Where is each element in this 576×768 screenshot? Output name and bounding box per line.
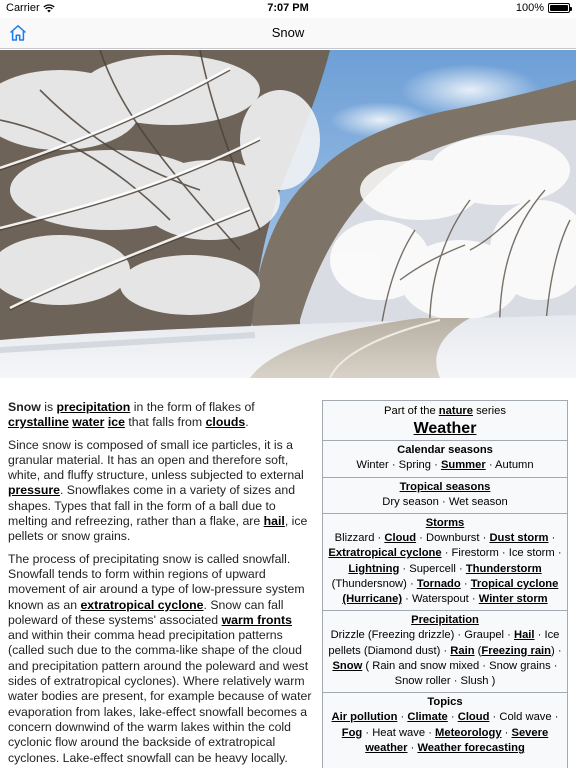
link-precipitation[interactable]: precipitation	[56, 400, 131, 414]
status-time: 7:07 PM	[267, 2, 309, 14]
carrier-label: Carrier	[6, 2, 40, 14]
bold-term: Snow	[8, 400, 41, 414]
text-run: ·	[407, 741, 418, 754]
link-meteorology[interactable]: Meteorology	[435, 726, 502, 739]
text-run: (	[474, 644, 482, 657]
infobox-section-items	[326, 495, 564, 510]
text-run: Dry season · Wet season	[382, 495, 508, 508]
infobox-header	[323, 401, 567, 440]
navigation-bar	[0, 18, 576, 49]
text-run: ·	[460, 577, 471, 590]
infobox-section-items	[326, 458, 564, 473]
text-run: ·	[501, 726, 512, 739]
infobox-section-title: Topics	[427, 696, 463, 709]
infobox-section-items	[326, 628, 564, 689]
text-run: ·	[447, 711, 458, 724]
text-run: ·	[548, 532, 556, 545]
text-run: · Downburst ·	[416, 532, 490, 545]
text-run: · Autumn	[485, 459, 534, 472]
infobox-section-title[interactable]: Storms	[425, 517, 465, 530]
link-dust-storm[interactable]: Dust storm	[489, 532, 549, 545]
infobox-series-line	[325, 404, 565, 419]
text-run: that falls from	[124, 415, 206, 430]
text-run: · Supercell ·	[399, 562, 466, 575]
text-run: and within their comma head precipitation patterns (called such due to the comma-like shape of the cloud and precipitation pattern around the poleward and west sides of extratropical cyclones). Where relatively warm water bodies are present, for example because of water evaporation from lakes, lake-effect snowfall becomes a concern downwind of the warm lakes within the cold cyclonic flow around the backside of extratropical cyclones. Lake-effect snowfall can be heavy locally.	[8, 628, 312, 765]
text-run: Since snow is composed of small ice particles, it is a granular material. It has an open and therefore soft, white, and fluffy structure, unless subjected to external	[8, 437, 304, 483]
link-winter-storm[interactable]: Winter storm	[478, 593, 548, 606]
link-weather-forecasting[interactable]: Weather forecasting	[417, 741, 525, 754]
link-extratropical-cyclone[interactable]: Extratropical cyclone	[328, 547, 442, 560]
text-run: · Firestorm · Ice storm ·	[441, 547, 562, 560]
infobox-section-title: Calendar seasons	[397, 444, 493, 457]
text-run: in the form of flakes of	[130, 400, 255, 414]
link-water[interactable]: water	[72, 415, 105, 430]
link-tropical-cyclone-hurricane[interactable]: Tropical cyclone (Hurricane)	[342, 577, 559, 606]
infobox-section-tropical-seasons	[323, 477, 567, 513]
infobox-section-storms	[323, 513, 567, 610]
link-climate[interactable]: Climate	[407, 711, 448, 724]
infobox-sections	[323, 440, 567, 759]
infobox-section-items	[326, 531, 564, 607]
battery-percent: 100%	[515, 2, 544, 14]
battery-icon	[548, 3, 570, 13]
link-warm-fronts[interactable]: warm fronts	[221, 612, 292, 627]
series-suffix: series	[472, 405, 506, 417]
link-cloud[interactable]: Cloud	[457, 711, 490, 724]
link-snow[interactable]: Snow	[332, 659, 363, 672]
link-tornado[interactable]: Tornado	[416, 577, 461, 590]
text-run: · Ice pellets (Diamond dust) ·	[328, 629, 560, 657]
page-title: Snow	[271, 25, 305, 40]
text-run: · Cold wave ·	[489, 711, 559, 724]
link-rain[interactable]: Rain	[450, 644, 475, 657]
text-run: ( Rain and snow mixed · Snow grains · Snow roller · Slush )	[362, 659, 558, 688]
infobox-section-calendar-seasons	[323, 440, 567, 476]
link-cloud[interactable]: Cloud	[384, 532, 417, 545]
text-run: Winter · Spring ·	[356, 459, 441, 472]
hero-image	[0, 50, 576, 378]
text-run: . Snowflakes come in a variety of sizes and shapes. Types that fall in the form of a ball due to melting and refreezing, rather than a flake, are	[8, 483, 296, 529]
link-lightning[interactable]: Lightning	[348, 562, 400, 575]
link-ice[interactable]: ice	[107, 415, 125, 430]
infobox-section-items	[326, 710, 564, 756]
link-hail[interactable]: Hail	[514, 629, 535, 642]
text-run: , ice pellets or snow grains.	[8, 514, 308, 544]
text-run: . Snow can fall poleward of these systems' associated	[8, 597, 284, 627]
snow-road-picture	[0, 50, 576, 378]
link-hail[interactable]: hail	[263, 514, 285, 529]
weather-infobox	[322, 400, 568, 768]
text-run: (Thundersnow) ·	[331, 577, 417, 590]
link-thunderstorm[interactable]: Thunderstorm	[465, 562, 542, 575]
link-clouds[interactable]: clouds	[205, 415, 246, 430]
text-run: · Waterspout ·	[402, 593, 479, 606]
infobox-section-topics	[323, 692, 567, 759]
article-paragraph-1	[8, 400, 312, 431]
text-run: ·	[397, 711, 408, 724]
article-paragraph-3	[8, 552, 312, 766]
series-link-nature[interactable]: nature	[438, 405, 473, 417]
infobox-section-precipitation	[323, 610, 567, 692]
article-paragraph-2	[8, 438, 312, 545]
link-crystalline[interactable]: crystalline	[8, 415, 69, 430]
text-run: Drizzle (Freezing drizzle) · Graupel ·	[330, 629, 514, 642]
article-body	[8, 400, 312, 768]
status-bar	[0, 0, 576, 18]
battery-fill	[550, 5, 568, 11]
link-air-pollution[interactable]: Air pollution	[331, 711, 398, 724]
status-right	[516, 2, 570, 14]
text-run: · Heat wave ·	[362, 726, 436, 739]
text-run: Blizzard ·	[334, 532, 385, 545]
link-summer[interactable]: Summer	[440, 459, 486, 472]
text-run: .	[245, 415, 249, 430]
series-prefix: Part of the	[384, 405, 439, 417]
link-severe-weather[interactable]: Severe weather	[365, 726, 549, 754]
infobox-title[interactable]: Weather	[413, 420, 477, 438]
text-run: is	[40, 400, 57, 414]
infobox-section-title[interactable]: Precipitation	[411, 614, 479, 627]
text-run: The process of precipitating snow is called snowfall. Snowfall tends to form within regions of upward movement of air around a type of low-pressure system known as an	[8, 551, 305, 612]
link-extratropical-cyclone[interactable]: extratropical cyclone	[80, 597, 204, 612]
text-run: ) ·	[551, 644, 562, 657]
infobox-section-title[interactable]: Tropical seasons	[399, 480, 491, 493]
link-freezing-rain[interactable]: Freezing rain	[481, 644, 552, 657]
link-fog[interactable]: Fog	[341, 726, 363, 739]
link-pressure[interactable]: pressure	[8, 483, 60, 498]
